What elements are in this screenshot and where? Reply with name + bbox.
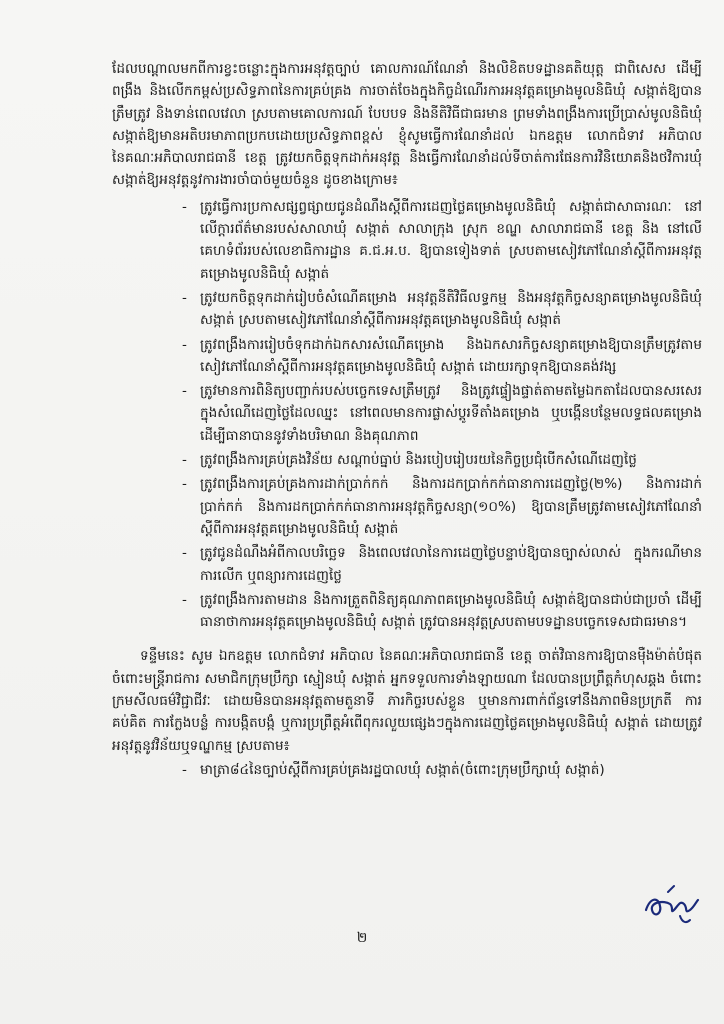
list-item-text: ត្រូវធ្វើការប្រកាសផ្សព្វផ្សាយជូនដំណឹងស្ដីពីការដេញថ្លៃគម្រោងមូលនិធិឃុំ សង្កាត់ជាសាធារណៈ នៅលើក្ដារព័ត៌មានរបស់សាលាឃុំ សង្កាត់ សាលាក្រុង ស្រុក ខណ្ឌ សាលារាជធានី ខេត្ត និង នៅលើគេហទំព័ររបស់លេខាធិការដ្ឋាន គ.ជ.អ.ប. ឱ្យបានទៀងទាត់ ស្របតាមសៀវភៅណែនាំស្ដីពីការអនុវត្តគម្រោងមូលនិធិឃុំ សង្កាត់ bbox=[200, 198, 702, 282]
list-item-text: ត្រូវមានការពិនិត្យបញ្ជាក់របស់បច្ចេកទេសត្រឹមត្រូវ និងត្រូវផ្ទៀងផ្ទាត់តាមតម្លៃឯកតាដែលបានសរសេរក្នុងសំណើដេញថ្លៃដែលឈ្នះ នៅពេលមានការផ្លាស់ប្ដូរទីតាំងគម្រោង ឬបង្កើនបន្ថែមលទ្ធផលគម្រោងដើម្បីធានាបាននូវទាំងបរិមាណ និងគុណភាព bbox=[200, 383, 702, 444]
list-dash: - bbox=[182, 476, 187, 493]
list-dash: - bbox=[182, 591, 187, 608]
second-paragraph: ទន្ទឹមនេះ សូម ឯកឧត្តម លោកជំទាវ អភិបាល នៃគណៈអភិបាលរាជធានី ខេត្ត ចាត់វិធានការឱ្យបានម៉ឺងម៉ាត់បំផុត ចំពោះមន្ត្រីរាជការ សមាជិកក្រុមប្រឹក្សា ស្មៀនឃុំ សង្កាត់ អ្នកទទួលការទាំងឡាយណា ដែលបានប្រព្រឹត្តកំហុសឆ្គង ចំពោះក្រមសីលធម៌វិជ្ជាជីវៈ ដោយមិនបានអនុវត្តតាមតួនាទី ភារកិច្ចរបស់ខ្លួន ឬមានការពាក់ព័ន្ធទៅនឹងភាពមិនប្រក្រតី ការគប់គិត ការក្លែងបន្លំ ការបង្កិតបង្កំ ឬការប្រព្រឹត្តអំពើពុករលួយផ្សេងៗក្នុងការដេញថ្លៃគម្រោងមូលនិធិឃុំ សង្កាត់ ដោយត្រូវអនុវត្តនូវវិន័យឬទណ្ឌកម្ម ស្របតាម៖ bbox=[112, 648, 702, 754]
list-dash: - bbox=[182, 452, 187, 469]
law-reference-text: មាត្រា៨៤នៃច្បាប់ស្ដីពីការគ្រប់គ្រងរដ្ឋបាលឃុំ សង្កាត់(ចំពោះក្រុមប្រឹក្សាឃុំ សង្កាត់) bbox=[200, 761, 605, 778]
page-number: ២ bbox=[356, 930, 368, 946]
document-body bbox=[112, 58, 702, 781]
list-dash: - bbox=[182, 289, 187, 306]
intro-paragraph: ដែលបណ្ដាលមកពីការខ្វះចន្លោះក្នុងការអនុវត្តច្បាប់ គោលការណ៍ណែនាំ និងលិខិតបទដ្ឋានគតិយុត្ត ជាពិសេស ដើម្បីពង្រឹង និងលើកកម្ពស់ប្រសិទ្ធភាពនៃការគ្រប់គ្រង ការចាត់ចែងក្នុងកិច្ចដំណើរការអនុវត្តគម្រោងមូលនិធិឃុំ សង្កាត់ឱ្យបានត្រឹមត្រូវ និងទាន់ពេលវេលា ស្របតាមគោលការណ៍ បែបបទ និងនីតិវិធីជាធរមាន ព្រមទាំងពង្រឹងការប្រើប្រាស់មូលនិធិឃុំ សង្កាត់ឱ្យមានអតិបរមាភាពប្រកបដោយប្រសិទ្ធភាពខ្ពស់ ខ្ញុំសូមធ្វើការណែនាំដល់ ឯកឧត្តម លោកជំទាវ អភិបាល នៃគណៈអភិបាលរាជធានី ខេត្ត ត្រូវយកចិត្តទុកដាក់អនុវត្ត និងធ្វើការណែនាំដល់ទីចាត់ការផែនការវិនិយោគនិងថវិការឃុំ សង្កាត់ឱ្យអនុវត្តនូវការងារចាំបាច់មួយចំនួន ដូចខាងក្រោម៖ bbox=[112, 61, 702, 189]
list-dash: - bbox=[182, 761, 187, 778]
list-item bbox=[112, 196, 702, 285]
list-item bbox=[112, 589, 702, 634]
list-item-text: ត្រូវយកចិត្តទុកដាក់រៀបចំសំណើគម្រោង អនុវត្តនីតិវិធីលទ្ធកម្ម និងអនុវត្តកិច្ចសន្យាគម្រោងមូលនិធិឃុំ សង្កាត់ ស្របតាមសៀវភៅណែនាំស្ដីពីការអនុវត្តគម្រោងមូលនិធិឃុំ សង្កាត់ bbox=[200, 289, 702, 329]
instruction-list bbox=[112, 196, 702, 634]
list-dash: - bbox=[182, 545, 187, 562]
list-item bbox=[112, 334, 702, 379]
list-item bbox=[112, 449, 702, 471]
list-dash: - bbox=[182, 383, 187, 400]
list-item-text: ត្រូវជូនដំណឹងអំពីកាលបរិច្ឆេទ និងពេលវេលានៃការដេញថ្លៃបន្ទាប់ឱ្យបានច្បាស់លាស់ ក្នុងករណីមានការលើក ឬពន្យារការដេញថ្លៃ bbox=[200, 545, 702, 584]
initials-signature-icon bbox=[640, 880, 702, 930]
law-reference-item bbox=[112, 759, 702, 781]
list-item bbox=[112, 542, 702, 587]
list-item bbox=[112, 473, 702, 540]
list-item bbox=[112, 380, 702, 447]
list-item-text: ត្រូវពង្រឹងការគ្រប់គ្រងវិន័យ សណ្ដាប់ធ្នាប់ និងរបៀបរៀបរយនៃកិច្ចប្រជុំបើកសំណើដេញថ្លៃ bbox=[200, 452, 637, 469]
list-item-text: ត្រូវពង្រឹងការតាមដាន និងការត្រួតពិនិត្យគុណភាពគម្រោងមូលនិធិឃុំ សង្កាត់ឱ្យបានជាប់ជាប្រចាំ ដើម្បីធានាថាការអនុវត្តគម្រោងមូលនិធិឃុំ សង្កាត់ ត្រូវបានអនុវត្តស្របតាមបទដ្ឋានបច្ចេកទេសជាធរមាន។ bbox=[200, 591, 702, 631]
list-item-text: ត្រូវពង្រឹងការគ្រប់គ្រងការដាក់ប្រាក់កក់ និងការដកប្រាក់កក់ធានាការដេញថ្លៃ(២%) និងការដាក់ប្រាក់កក់ និងការដកប្រាក់កក់ធានាការអនុវត្តកិច្ចសន្យា(១០%) ឱ្យបានត្រឹមត្រូវតាមសៀវភៅណែនាំស្ដីពីការអនុវត្តគម្រោងមូលនិធិឃុំ សង្កាត់ bbox=[200, 476, 702, 537]
list-item bbox=[112, 287, 702, 332]
list-item-text: ត្រូវពង្រឹងការរៀបចំទុកដាក់ឯកសារសំណើគម្រោង និងឯកសារកិច្ចសន្យាគម្រោងឱ្យបានត្រឹមត្រូវតាមសៀវភៅណែនាំស្ដីពីការអនុវត្តគម្រោងមូលនិធិឃុំ សង្កាត់ ដោយរក្សាទុកឱ្យបានគង់វង្ស bbox=[200, 336, 702, 375]
list-dash: - bbox=[182, 336, 187, 353]
list-dash: - bbox=[182, 198, 187, 215]
